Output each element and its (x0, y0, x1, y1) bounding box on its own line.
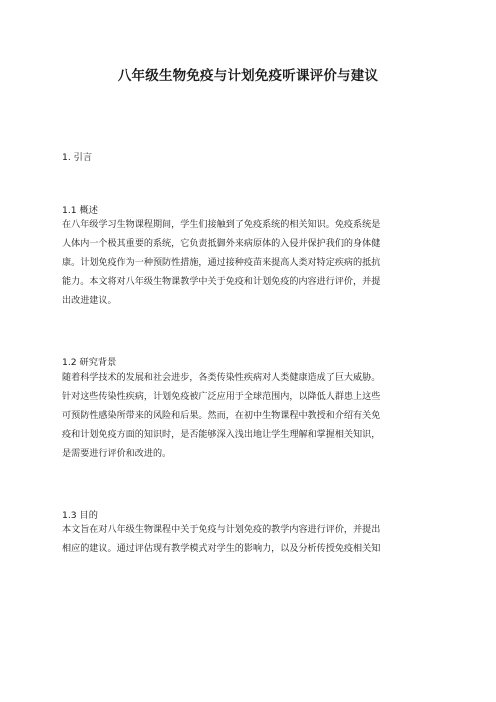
paragraph-line: 是需要进行评价和改进的。 (62, 448, 172, 459)
paragraph-research-background (62, 369, 436, 464)
paragraph-line: 出改进建议。 (62, 295, 117, 306)
paragraph-line: 疫和计划免疫方面的知识时，是否能够深入浅出地让学生理解和掌握相关知识， (62, 429, 381, 440)
paragraph-line: 能力。本文将对八年级生物课教学中关于免疫和计划免疫的内容进行评价，并提 (62, 276, 381, 287)
document-title: 八年级生物免疫与计划免疫听课评价与建议 (117, 68, 379, 84)
paragraph-line: 康。计划免疫作为一种预防性措施，通过接种疫苗来提高人类对特定疾病的抵抗 (62, 257, 381, 268)
paragraph-purpose (62, 521, 436, 559)
paragraph-line: 人体内一个极其重要的系统，它负责抵御外来病原体的入侵并保护我们的身体健 (62, 238, 381, 249)
paragraph-line: 在八年级学习生物课程期间，学生们接触到了免疫系统的相关知识。免疫系统是 (62, 220, 381, 230)
section-heading-purpose: 1.3 目的 (62, 510, 98, 521)
paragraph-line: 相应的建议。通过评估现有教学模式对学生的影响力，以及分析传授免疫相关知 (62, 543, 381, 554)
section-heading-overview: 1.1 概述 (62, 205, 98, 216)
paragraph-line: 本文旨在对八年级生物课程中关于免疫与计划免疫的教学内容进行评价，并提出 (62, 525, 381, 535)
paragraph-line: 针对这些传染性疾病，计划免疫被广泛应用于全球范围内，以降低人群患上这些 (62, 391, 381, 402)
section-heading-research-background: 1.2 研究背景 (62, 357, 117, 368)
paragraph-line: 可预防性感染所带来的风险和后果。然而，在初中生物课程中教授和介绍有关免 (62, 410, 381, 421)
section-heading-introduction: 1. 引言 (62, 152, 93, 163)
paragraph-overview (62, 216, 436, 311)
paragraph-line: 随着科学技术的发展和社会进步，各类传染性疾病对人类健康造成了巨大威胁。 (62, 373, 381, 383)
